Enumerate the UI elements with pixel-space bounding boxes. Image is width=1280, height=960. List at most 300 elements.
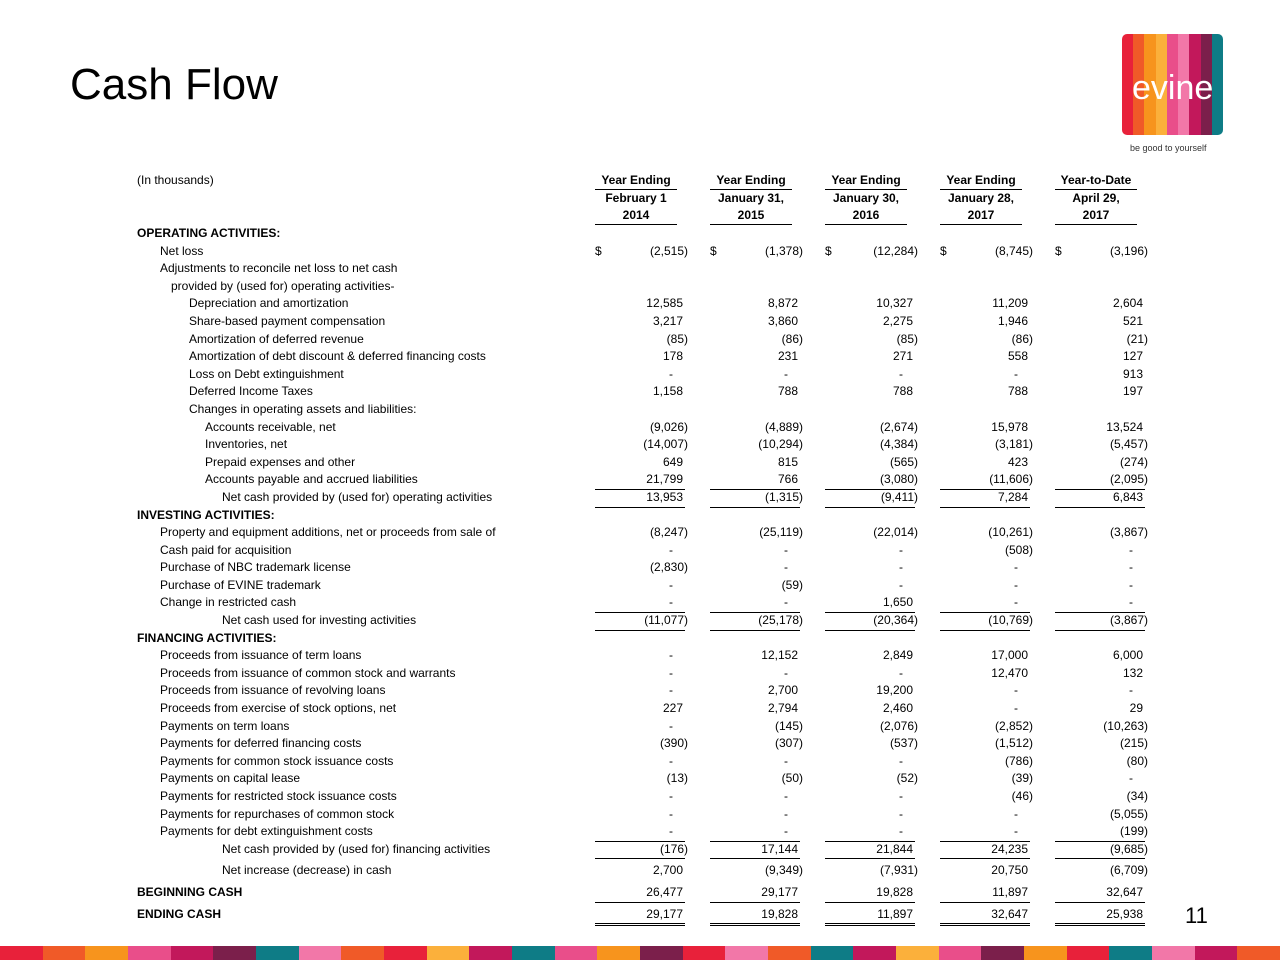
table-cell <box>710 559 800 577</box>
table-cell <box>825 419 918 437</box>
row-label: INVESTING ACTIVITIES: <box>137 507 275 522</box>
cell-value: 29,177 <box>646 906 683 921</box>
table-cell <box>940 823 1030 842</box>
table-cell <box>595 718 685 736</box>
table-cell <box>1055 806 1148 824</box>
dollar-sign: $ <box>825 243 832 258</box>
table-row <box>137 366 1147 384</box>
row-label: Payments for deferred financing costs <box>160 736 362 751</box>
cell-value: 197 <box>1122 384 1143 399</box>
cell-value: 13,953 <box>646 489 683 504</box>
cell-value: 2,460 <box>882 701 913 716</box>
cell-value: (176) <box>659 841 688 856</box>
logo-wordmark: evine <box>1132 69 1214 107</box>
table-cell <box>825 862 918 880</box>
table-cell <box>825 700 915 718</box>
cell-value: - <box>669 577 673 592</box>
table-cell <box>825 454 918 472</box>
cell-value: 6,843 <box>1112 489 1143 504</box>
table-cell <box>1055 770 1145 788</box>
table-header <box>137 172 1147 225</box>
cell-value: (20,364) <box>873 613 918 628</box>
cell-value: - <box>669 366 673 381</box>
table-row <box>137 331 1147 349</box>
table-cell <box>940 770 1033 788</box>
cell-value: 558 <box>1007 349 1028 364</box>
cell-value: - <box>669 753 673 768</box>
column-header-line: Year Ending <box>825 172 907 190</box>
row-label: Loss on Debt extinguishment <box>189 366 344 381</box>
cell-value: - <box>1129 683 1133 698</box>
cell-value: - <box>784 806 788 821</box>
cell-value: 19,200 <box>876 683 913 698</box>
table-cell <box>940 454 1030 472</box>
cell-value: - <box>1014 366 1018 381</box>
row-label: Payments for debt extinguishment costs <box>160 824 373 839</box>
cell-value: 17,000 <box>991 648 1028 663</box>
table-cell <box>1055 419 1145 437</box>
cell-value: (21) <box>1126 331 1148 346</box>
cell-value: 2,700 <box>652 863 683 878</box>
table-row <box>137 278 1147 296</box>
table-cell <box>595 770 688 788</box>
table-cell <box>1055 862 1148 880</box>
cell-value: - <box>669 542 673 557</box>
bottom-bar-segment <box>0 946 43 960</box>
cell-value: (2,852) <box>994 718 1033 733</box>
cell-value: (59) <box>781 577 803 592</box>
table-cell <box>825 665 915 683</box>
table-cell <box>1055 524 1148 542</box>
cell-value: 12,470 <box>991 665 1028 680</box>
table-cell <box>825 594 915 613</box>
table-cell <box>710 313 800 331</box>
row-label: Amortization of debt discount & deferred financing costs <box>189 349 486 364</box>
cell-value: (1,378) <box>764 243 803 258</box>
row-label: Amortization of deferred revenue <box>189 331 364 346</box>
table-cell <box>595 788 685 806</box>
table-cell <box>710 612 803 631</box>
cell-value: - <box>899 665 903 680</box>
cell-value: 649 <box>662 454 683 469</box>
cell-value: - <box>784 366 788 381</box>
table-cell <box>710 594 800 613</box>
cell-value: - <box>784 789 788 803</box>
table-row <box>137 577 1147 595</box>
cell-value: (2,095) <box>1109 472 1148 487</box>
cell-value: - <box>1014 560 1018 575</box>
table-cell <box>825 243 918 261</box>
cash-flow-table <box>137 172 1147 923</box>
cell-value: (3,196) <box>1109 243 1148 258</box>
cell-value: 26,477 <box>646 884 683 899</box>
table-cell <box>825 788 915 806</box>
cell-value: 231 <box>777 349 798 364</box>
table-cell <box>710 542 800 560</box>
table-cell <box>1055 718 1148 736</box>
row-label: BEGINNING CASH <box>137 884 243 899</box>
table-cell <box>595 753 685 771</box>
table-cell <box>595 594 685 613</box>
cell-value: 788 <box>777 384 798 399</box>
table-cell <box>1055 906 1145 927</box>
table-cell <box>825 366 915 384</box>
table-cell <box>940 700 1030 718</box>
cell-value: - <box>669 648 673 663</box>
table-cell <box>595 243 688 261</box>
cell-value: (390) <box>659 736 688 751</box>
table-cell <box>595 884 685 903</box>
table-cell <box>710 524 803 542</box>
bottom-bar-segment <box>427 946 470 960</box>
cell-value: 11,897 <box>992 884 1028 899</box>
table-row <box>137 348 1147 366</box>
bottom-bar-segment <box>683 946 726 960</box>
bottom-bar-segment <box>725 946 768 960</box>
cell-value: (25,119) <box>759 525 803 540</box>
cell-value: (3,867) <box>1109 525 1148 540</box>
cell-value: - <box>899 753 903 768</box>
cell-value: 3,217 <box>652 313 683 328</box>
cell-value: (10,769) <box>988 613 1033 628</box>
table-row <box>137 507 1147 525</box>
row-label: Net loss <box>160 243 204 258</box>
cell-value: (9,026) <box>649 419 688 434</box>
table-cell <box>595 348 685 366</box>
table-row <box>137 401 1147 419</box>
bottom-bar-segment <box>171 946 214 960</box>
table-cell <box>825 577 915 595</box>
cell-value: 10,327 <box>876 296 913 311</box>
table-cell <box>940 489 1030 508</box>
bottom-bar-segment <box>811 946 854 960</box>
cell-value: - <box>784 753 788 768</box>
table-cell <box>940 841 1030 860</box>
cell-value: (6,709) <box>1109 863 1148 878</box>
cell-value: - <box>899 366 903 381</box>
table-cell <box>595 682 685 700</box>
cell-value: - <box>669 824 673 839</box>
column-header-line: January 30, <box>832 191 900 205</box>
cell-value: (565) <box>889 454 918 469</box>
table-row <box>137 906 1147 924</box>
table-cell <box>710 884 800 903</box>
column-header-line: Year Ending <box>710 172 792 190</box>
table-cell <box>710 665 800 683</box>
cell-value: 13,524 <box>1106 419 1143 434</box>
column-header-line: 2014 <box>595 207 677 225</box>
table-cell <box>710 735 803 753</box>
table-cell <box>940 682 1030 700</box>
cell-value: - <box>1129 542 1133 557</box>
cell-value: (786) <box>1004 753 1033 768</box>
logo-tagline: be good to yourself <box>1130 143 1207 153</box>
cell-value: 1,650 <box>882 595 913 610</box>
table-cell <box>595 862 685 880</box>
column-header-line: Year Ending <box>940 172 1022 190</box>
table-row <box>137 489 1147 507</box>
cell-value: (2,076) <box>879 718 918 733</box>
column-header <box>591 172 681 225</box>
cell-value: (215) <box>1119 736 1148 751</box>
table-cell <box>940 862 1030 880</box>
cell-value: 32,647 <box>991 906 1028 921</box>
row-label: Share-based payment compensation <box>189 313 386 328</box>
cell-value: (12,284) <box>873 243 918 258</box>
cell-value: - <box>1014 806 1018 821</box>
table-row <box>137 665 1147 683</box>
cell-value: (3,080) <box>879 472 918 487</box>
table-cell <box>710 647 800 665</box>
cell-value: (10,261) <box>988 525 1033 540</box>
table-cell <box>595 454 685 472</box>
table-cell <box>710 682 800 700</box>
column-header-line: February 1 <box>605 191 667 205</box>
row-label: Cash paid for acquisition <box>160 542 292 557</box>
table-cell <box>825 770 918 788</box>
table-cell <box>1055 884 1145 903</box>
cell-value: - <box>1129 560 1133 575</box>
row-label: Proceeds from issuance of common stock and warrants <box>160 665 456 680</box>
table-cell <box>595 524 688 542</box>
cell-value: 32,647 <box>1106 884 1143 899</box>
table-cell <box>1055 788 1148 806</box>
table-cell <box>1055 647 1145 665</box>
cell-value: 1,158 <box>652 384 683 399</box>
cell-value: 815 <box>777 454 798 469</box>
cell-value: 11,897 <box>877 906 913 921</box>
cell-value: (10,263) <box>1103 718 1148 733</box>
cell-value: - <box>899 577 903 592</box>
row-label: Depreciation and amortization <box>189 296 349 311</box>
cell-value: - <box>899 824 903 839</box>
cell-value: (85) <box>666 331 688 346</box>
cell-value: - <box>669 665 673 680</box>
cell-value: - <box>784 595 788 610</box>
row-label: Proceeds from issuance of revolving loans <box>160 683 386 698</box>
dollar-sign: $ <box>595 243 602 258</box>
table-cell <box>595 665 685 683</box>
cell-value: 788 <box>892 384 913 399</box>
cell-value: 7,284 <box>997 489 1028 504</box>
table-row <box>137 770 1147 788</box>
table-cell <box>595 295 685 313</box>
row-label: Accounts payable and accrued liabilities <box>205 472 418 487</box>
bottom-bar-segment <box>384 946 427 960</box>
dollar-sign: $ <box>1055 243 1062 258</box>
bottom-bar-segment <box>85 946 128 960</box>
table-cell <box>1055 436 1148 454</box>
column-header-line: 2017 <box>940 207 1022 225</box>
cell-value: 227 <box>662 701 683 716</box>
table-cell <box>710 806 800 824</box>
cell-value: - <box>784 824 788 839</box>
table-row <box>137 647 1147 665</box>
table-cell <box>710 383 800 401</box>
cell-value: - <box>669 595 673 610</box>
column-header-line: January 28, <box>947 191 1015 205</box>
table-cell <box>825 313 915 331</box>
cell-value: (85) <box>896 331 918 346</box>
bottom-bar-segment <box>1067 946 1110 960</box>
table-cell <box>710 419 803 437</box>
table-row <box>137 419 1147 437</box>
table-cell <box>825 823 915 842</box>
bottom-bar-segment <box>555 946 598 960</box>
cell-value: - <box>1014 701 1018 716</box>
row-label: Proceeds from issuance of term loans <box>160 648 362 663</box>
table-cell <box>1055 348 1145 366</box>
row-label: Inventories, net <box>205 437 288 452</box>
table-row <box>137 542 1147 560</box>
table-cell <box>1055 612 1148 631</box>
column-header <box>821 172 911 225</box>
table-cell <box>825 489 918 508</box>
table-cell <box>595 419 688 437</box>
table-cell <box>940 753 1033 771</box>
table-cell <box>710 906 800 927</box>
cell-value: (80) <box>1126 753 1148 768</box>
table-cell <box>940 594 1030 613</box>
cell-value: (52) <box>896 771 918 786</box>
table-cell <box>940 806 1030 824</box>
table-cell <box>710 331 803 349</box>
dollar-sign: $ <box>940 243 947 258</box>
table-cell <box>940 383 1030 401</box>
table-cell <box>940 471 1033 490</box>
table-cell <box>1055 313 1145 331</box>
table-cell <box>940 735 1033 753</box>
table-cell <box>595 577 685 595</box>
cell-value: - <box>899 789 903 803</box>
table-cell <box>595 331 688 349</box>
table-cell <box>595 823 685 842</box>
table-row <box>137 806 1147 824</box>
table-cell <box>825 718 918 736</box>
table-cell <box>1055 471 1148 490</box>
table-cell <box>940 366 1030 384</box>
evine-logo <box>1120 34 1225 152</box>
logo-stripe <box>1212 34 1223 135</box>
column-header-line: Year-to-Date <box>1055 172 1137 190</box>
cell-value: (8,247) <box>649 525 688 540</box>
row-label: Net cash provided by (used for) operating activities <box>222 489 493 504</box>
cell-value: 2,275 <box>882 313 913 328</box>
cell-value: (86) <box>781 331 803 346</box>
table-row <box>137 753 1147 771</box>
table-row <box>137 295 1147 313</box>
cell-value: 2,849 <box>882 648 913 663</box>
cell-value: (5,055) <box>1109 806 1148 821</box>
cell-value: - <box>1129 771 1133 786</box>
table-cell <box>595 489 685 508</box>
table-cell <box>595 542 685 560</box>
table-row <box>137 454 1147 472</box>
cell-value: (3,867) <box>1109 613 1148 628</box>
row-label: Net cash used for investing activities <box>222 613 417 628</box>
table-cell <box>1055 823 1148 842</box>
table-cell <box>825 436 918 454</box>
table-row <box>137 788 1147 806</box>
column-header-line: January 31, <box>717 191 785 205</box>
table-cell <box>825 753 915 771</box>
bottom-bar-segment <box>939 946 982 960</box>
cell-value: 11,209 <box>992 296 1028 311</box>
row-label: Accounts receivable, net <box>205 419 336 434</box>
row-label: Purchase of NBC trademark license <box>160 560 351 575</box>
table-cell <box>1055 594 1145 613</box>
row-label: FINANCING ACTIVITIES: <box>137 630 277 645</box>
table-cell <box>1055 454 1148 472</box>
table-row <box>137 313 1147 331</box>
bottom-bar-segment <box>1024 946 1067 960</box>
table-cell <box>710 243 803 261</box>
bottom-bar-segment <box>299 946 342 960</box>
row-label: Payments on capital lease <box>160 771 301 786</box>
bottom-color-bar <box>0 946 1280 960</box>
column-header-line: 2016 <box>825 207 907 225</box>
row-label: Payments for common stock issuance costs <box>160 753 394 768</box>
table-cell <box>595 383 685 401</box>
column-header-line: 2017 <box>1055 207 1137 225</box>
table-cell <box>940 419 1030 437</box>
table-cell <box>595 841 688 860</box>
cell-value: (11,606) <box>989 472 1033 487</box>
table-cell <box>595 313 685 331</box>
row-label: Purchase of EVINE trademark <box>160 577 321 592</box>
table-cell <box>710 471 800 490</box>
bottom-bar-segment <box>896 946 939 960</box>
table-cell <box>940 295 1030 313</box>
bottom-bar-segment <box>1195 946 1238 960</box>
cell-value: (2,674) <box>879 419 918 434</box>
cell-value: 2,794 <box>767 701 798 716</box>
cell-value: 1,946 <box>997 313 1028 328</box>
table-cell <box>940 906 1030 927</box>
cell-value: (9,411) <box>880 489 918 504</box>
cell-value: 2,604 <box>1112 296 1143 311</box>
cell-value: (22,014) <box>873 525 918 540</box>
column-header-line: 2015 <box>710 207 792 225</box>
table-cell <box>940 788 1033 806</box>
cell-value: 29,177 <box>761 884 798 899</box>
row-label: Net increase (decrease) in cash <box>222 863 392 878</box>
cell-value: (46) <box>1011 789 1033 803</box>
table-cell <box>940 524 1033 542</box>
table-cell <box>595 366 685 384</box>
cell-value: 423 <box>1007 454 1028 469</box>
table-cell <box>710 489 803 508</box>
table-row <box>137 682 1147 700</box>
cell-value: (508) <box>1004 542 1033 557</box>
table-cell <box>825 295 915 313</box>
table-cell <box>710 770 803 788</box>
table-cell <box>710 823 800 842</box>
cell-value: - <box>669 789 673 803</box>
table-cell <box>940 348 1030 366</box>
table-cell <box>825 559 915 577</box>
row-label: Prepaid expenses and other <box>205 454 356 469</box>
row-label: Deferred Income Taxes <box>189 384 313 399</box>
table-row <box>137 718 1147 736</box>
column-header-line: Year Ending <box>595 172 677 190</box>
table-cell <box>1055 331 1148 349</box>
cell-value: 25,938 <box>1106 906 1143 921</box>
table-cell <box>825 331 918 349</box>
table-cell <box>940 647 1030 665</box>
row-label: Net cash provided by (used for) financing activities <box>222 841 491 856</box>
table-cell <box>940 665 1030 683</box>
